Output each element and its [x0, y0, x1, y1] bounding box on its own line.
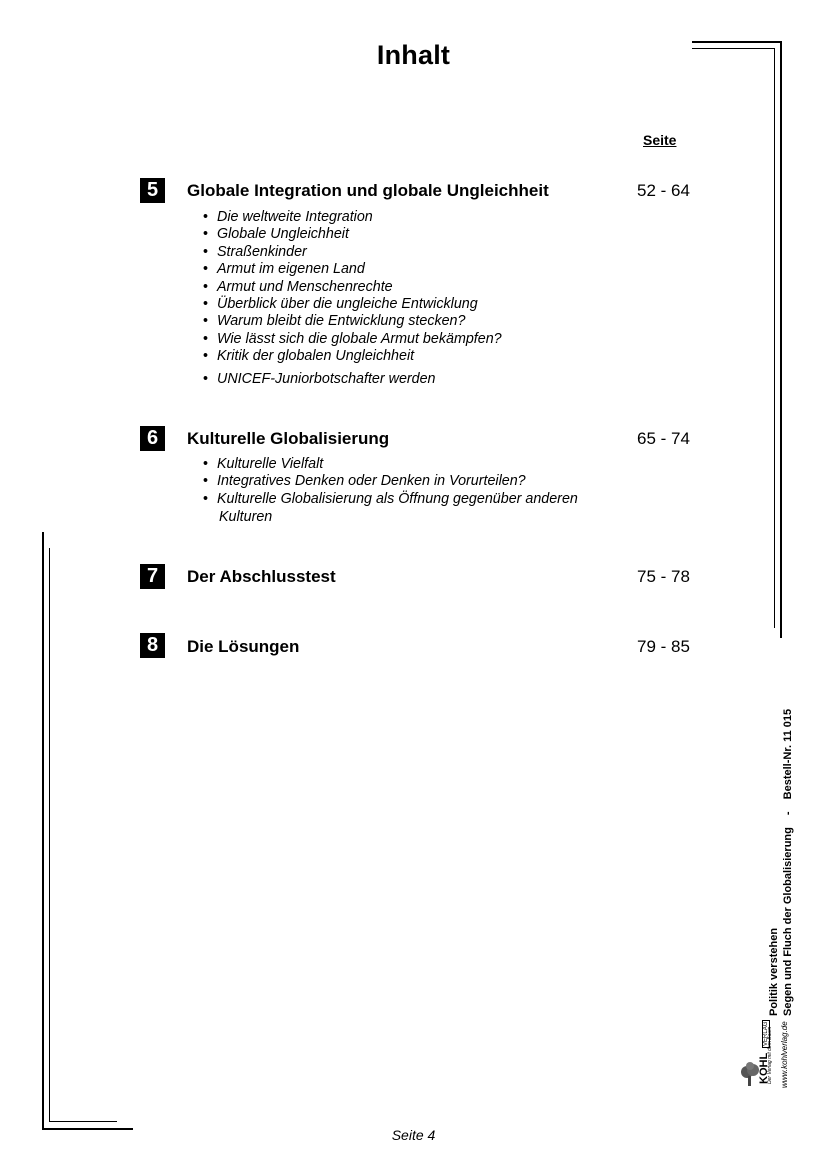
list-item: • Globale Ungleichheit: [203, 226, 349, 243]
frame-bottom-left-inner-v: [49, 548, 50, 1122]
tree-logo-icon: [740, 1062, 760, 1088]
frame-top-right-outer-v: [780, 41, 782, 638]
list-item-continuation: Kulturen: [219, 509, 273, 526]
list-item: • Integratives Denken oder Denken in Vorurteilen?: [203, 473, 526, 490]
page-title: Inhalt: [376, 40, 451, 70]
chapter-topic-list: [203, 456, 578, 527]
frame-top-right-inner-v: [774, 48, 775, 628]
chapter-number-badge: 5: [140, 178, 165, 203]
series-title: Politik verstehen: [768, 927, 780, 1016]
list-item: • Überblick über die ungleiche Entwicklung: [203, 296, 478, 313]
publisher-website: www.kohlverlag.de: [780, 1021, 789, 1088]
publisher-badge: VERLAG: [763, 1021, 769, 1046]
chapter-pages: 79 - 85: [637, 637, 690, 656]
book-title: Segen und Fluch der Globalisierung: [782, 827, 794, 1016]
publisher-slogan: Der Verlag mit dem Baum: [767, 1026, 773, 1084]
list-item: • Kulturelle Globalisierung als Öffnung gegenüber anderen: [203, 490, 578, 507]
chapter-number-badge: 7: [140, 564, 165, 589]
chapter-topic-list: [203, 209, 502, 388]
page-column-header: Seite: [643, 132, 677, 148]
chapter-number-badge: 6: [140, 426, 165, 451]
frame-bottom-left-inner-h: [49, 1121, 117, 1122]
publisher-name: KOHL: [758, 1053, 770, 1084]
page-number: Seite 4: [391, 1127, 436, 1143]
list-item: • Kulturelle Vielfalt: [203, 456, 324, 472]
frame-bottom-left-outer-v: [42, 532, 44, 1130]
list-item: • Die weltweite Integration: [203, 209, 373, 225]
sidebar-publisher-info: [738, 700, 800, 1090]
chapter-pages: 75 - 78: [637, 567, 690, 586]
chapter-title: Kulturelle Globalisierung: [187, 429, 390, 448]
list-item: • Wie lässt sich die globale Armut bekämpfen?: [203, 330, 502, 347]
separator: -: [782, 811, 794, 816]
chapter-title: Die Lösungen: [187, 637, 300, 656]
list-item: • Straßenkinder: [203, 243, 307, 260]
order-number: Bestell-Nr. 11 015: [782, 708, 794, 800]
list-item: • Kritik der globalen Ungleichheit: [203, 348, 415, 365]
chapter-pages: 52 - 64: [637, 181, 690, 200]
chapter-title: Globale Integration und globale Ungleichheit: [187, 181, 549, 200]
list-item: • UNICEF-Juniorbotschafter werden: [203, 370, 436, 387]
book-title-and-order: [782, 709, 794, 1016]
list-item: • Armut und Menschenrechte: [203, 278, 393, 295]
chapter-number-badge: 8: [140, 633, 165, 658]
list-item: • Warum bleibt die Entwicklung stecken?: [203, 313, 466, 330]
chapter-pages: 65 - 74: [637, 429, 690, 448]
chapter-title: Der Abschlusstest: [187, 567, 336, 586]
list-item: • Armut im eigenen Land: [203, 261, 365, 278]
